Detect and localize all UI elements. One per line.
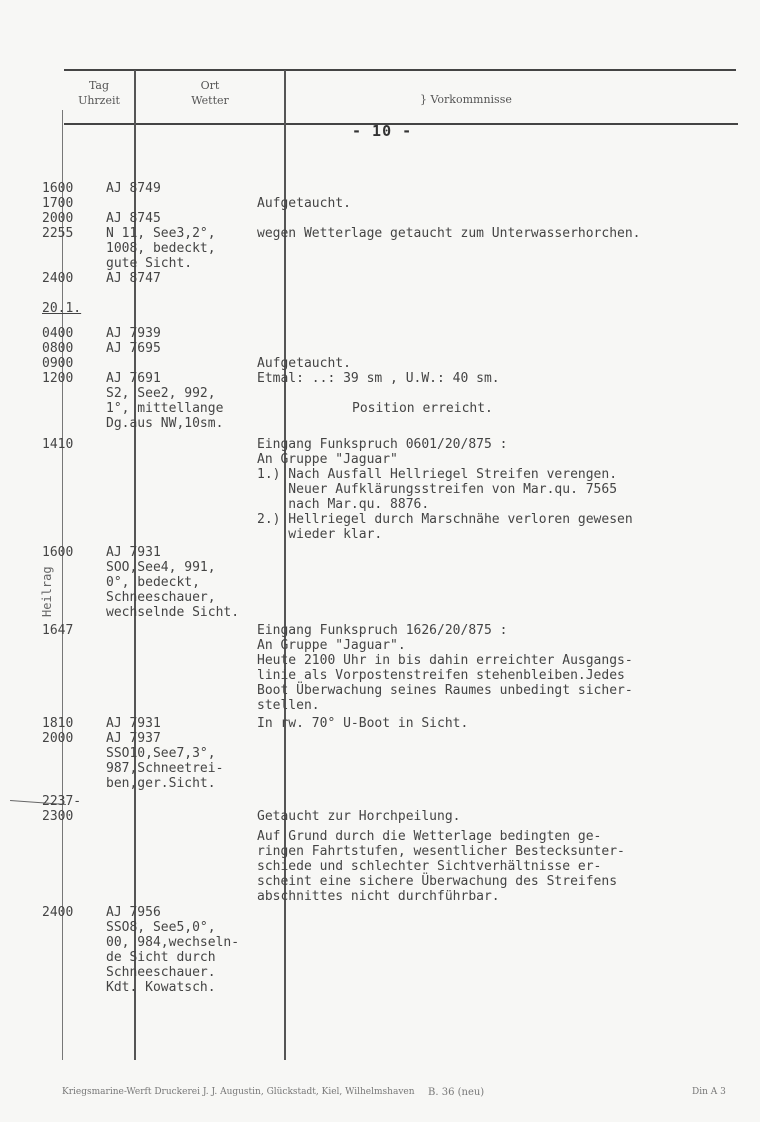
footer-printer-imprint: Kriegsmarine-Werft Druckerei J. J. Augustin, Glückstadt, Kiel, Wilhelmshaven: [62, 1087, 415, 1097]
entry-event-text: linie als Vorpostenstreifen stehenbleiben.Jedes: [257, 668, 625, 683]
entry-place-weather: SOO,See4, 991,: [106, 560, 216, 575]
entry-place-weather: Dg.aus NW,10sm.: [106, 416, 224, 431]
entry-event-text: 1.) Nach Ausfall Hellriegel Streifen verengen.: [257, 467, 618, 482]
col-events-label: } Vorkommnisse: [420, 93, 512, 106]
entry-place-weather: 987,Schneetrei-: [106, 761, 224, 776]
entry-place-weather: AJ 8745: [106, 211, 161, 226]
col-place-weather-header: [138, 78, 282, 108]
entry-time: 2255: [42, 226, 74, 241]
entry-time: 2400: [42, 271, 74, 286]
entry-event-text: Eingang Funkspruch 0601/20/875 :: [257, 437, 508, 452]
entry-place-weather: 0°, bedeckt,: [106, 575, 200, 590]
margin-side-label: Heilrag: [40, 566, 54, 617]
entry-place-weather: AJ 8747: [106, 271, 161, 286]
header-top-rule: [64, 69, 736, 71]
entry-event-text: schiede und schlechter Sichtverhältnisse er-: [257, 859, 602, 874]
entry-event-text: nach Mar.qu. 8876.: [257, 497, 430, 512]
entry-time: 2400: [42, 905, 74, 920]
entry-event-text: Eingang Funkspruch 1626/20/875 :: [257, 623, 508, 638]
entry-event-text: Aufgetaucht.: [257, 356, 351, 371]
entry-place-weather: wechselnde Sicht.: [106, 605, 240, 620]
entry-time: 1200: [42, 371, 74, 386]
entry-time: 2000: [42, 211, 74, 226]
entry-event-text: Etmal: ..: 39 sm , U.W.: 40 sm.: [257, 371, 500, 386]
entry-time: 1700: [42, 196, 74, 211]
col-day-time-header: [66, 78, 132, 108]
entry-event-text: Boot Überwachung seines Raumes unbedingt sicher-: [257, 683, 633, 698]
entry-time: 2000: [42, 731, 74, 746]
entry-place-weather: N 11, See3,2°,: [106, 226, 216, 241]
entry-time: 2300: [42, 809, 74, 824]
entry-event-text: stellen.: [257, 698, 320, 713]
entry-event-text: scheint eine sichere Überwachung des Streifens: [257, 874, 618, 889]
entry-event-text: Neuer Aufklärungsstreifen von Mar.qu. 7565: [257, 482, 618, 497]
entry-time: 0800: [42, 341, 74, 356]
entry-place-weather: Schneeschauer.: [106, 965, 216, 980]
entry-place-weather: AJ 7695: [106, 341, 161, 356]
entry-time: 1410: [42, 437, 74, 452]
entry-event-text: Auf Grund durch die Wetterlage bedingten ge-: [257, 829, 602, 844]
entry-event-text: ringen Fahrtstufen, wesentlicher Bestecksunter-: [257, 844, 625, 859]
entry-time: 1600: [42, 181, 74, 196]
entry-event-text: An Gruppe "Jaguar": [257, 452, 398, 467]
entry-event-text: Position erreicht.: [352, 401, 493, 416]
entry-place-weather: gute Sicht.: [106, 256, 193, 271]
entry-time: 2237-: [42, 794, 82, 809]
page-number: - 10 -: [352, 122, 413, 140]
entry-event-text: 2.) Hellriegel durch Marschnähe verloren gewesen: [257, 512, 633, 527]
entry-event-text: An Gruppe "Jaguar".: [257, 638, 406, 653]
entry-place-weather: Kdt. Kowatsch.: [106, 980, 216, 995]
col-events-header: [420, 92, 580, 107]
footer-paper-size: Din A 3: [692, 1087, 726, 1097]
entry-place-weather: 1°, mittellange: [106, 401, 224, 416]
col-day-label: Tag: [88, 79, 110, 92]
entry-place-weather: AJ 7937: [106, 731, 161, 746]
entry-time: 1600: [42, 545, 74, 560]
entry-time: 1647: [42, 623, 74, 638]
entry-place-weather: de Sicht durch: [106, 950, 216, 965]
entry-place-weather: AJ 7691: [106, 371, 161, 386]
entry-place-weather: S2, See2, 992,: [106, 386, 216, 401]
entry-place-weather: Schneeschauer,: [106, 590, 216, 605]
entry-place-weather: 00, 984,wechseln-: [106, 935, 240, 950]
entry-place-weather: AJ 7939: [106, 326, 161, 341]
entry-event-text: In rw. 70° U-Boot in Sicht.: [257, 716, 469, 731]
col-place-label: Ort: [200, 79, 220, 92]
col-weather-label: Wetter: [191, 94, 229, 107]
entry-date: 20.1.: [42, 301, 82, 316]
entry-event-text: Heute 2100 Uhr in bis dahin erreichter Ausgangs-: [257, 653, 633, 668]
entry-time: 0900: [42, 356, 74, 371]
column-rule-2: [284, 70, 286, 1060]
entry-event-text: abschnittes nicht durchführbar.: [257, 889, 500, 904]
col-time-label: Uhrzeit: [78, 94, 120, 107]
entry-place-weather: SSO10,See7,3°,: [106, 746, 216, 761]
entry-place-weather: 1008, bedeckt,: [106, 241, 216, 256]
footer-form-number: B. 36 (neu): [428, 1087, 485, 1098]
entry-event-text: Aufgetaucht.: [257, 196, 351, 211]
entry-place-weather: AJ 7931: [106, 716, 161, 731]
entry-place-weather: AJ 8749: [106, 181, 161, 196]
entry-place-weather: ben,ger.Sicht.: [106, 776, 216, 791]
entry-event-text: Getaucht zur Horchpeilung.: [257, 809, 461, 824]
entry-place-weather: AJ 7931: [106, 545, 161, 560]
entry-place-weather: AJ 7956: [106, 905, 161, 920]
entry-time: 1810: [42, 716, 74, 731]
entry-place-weather: SSO8, See5,0°,: [106, 920, 216, 935]
entry-time: 0400: [42, 326, 74, 341]
entry-event-text: wegen Wetterlage getaucht zum Unterwasserhorchen.: [257, 226, 641, 241]
entry-event-text: wieder klar.: [257, 527, 383, 542]
